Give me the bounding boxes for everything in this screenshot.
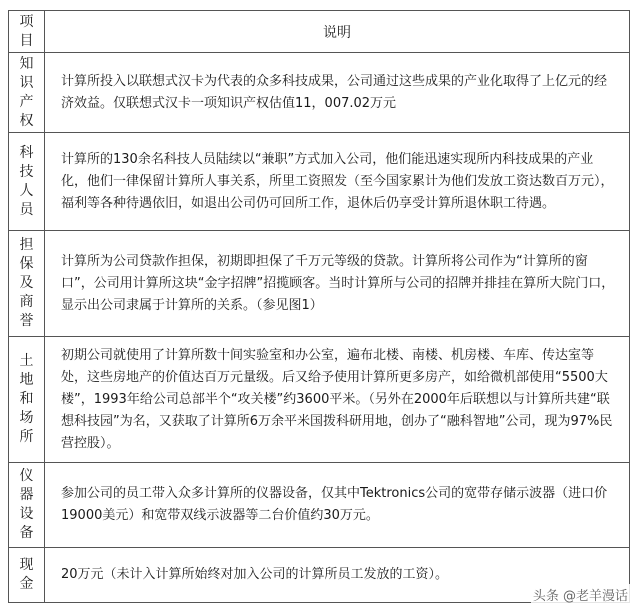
row-description: 20万元（未计入计算所始终对加入公司的计算所员工发放的工资）。: [45, 548, 630, 603]
row-description: 计算所为公司贷款作担保，初期即担保了千万元等级的贷款。计算所将公司作为“计算所的窗口”，公司用计算所这块“金字招牌”招揽顾客。当时计算所与公司的招牌并排挂在算所大院门口，显示出公司隶属于计算所的关系。（参见图1）: [45, 231, 630, 337]
table-row: [9, 337, 630, 463]
header-description: 说明: [45, 11, 630, 53]
row-label: 担保及商誉: [9, 231, 45, 337]
row-label: 仪器设备: [9, 463, 45, 548]
row-description: 初期公司就使用了计算所数十间实验室和办公室，遍布北楼、南楼、机房楼、车库、传达室等处，这些房地产的价值达百万元量级。后又给予使用计算所更多房产，如给微机部使用“5500大楼”，1993年给公司总部半个“攻关楼”约3600平米。（另外在2000年后联想以与计算所共建“联想科技园”为名，又获取了计算所6万余平米国拨科研用地，创办了“融科智地”公司，现为97%民营控股）。: [45, 337, 630, 463]
table-header-row: [9, 11, 630, 53]
row-label: 知识产权: [9, 53, 45, 133]
row-description: 计算所的130余名科技人员陆续以“兼职”方式加入公司，他们能迅速实现所内科技成果的产业化，他们一律保留计算所人事关系，所里工资照发（至今国家累计为他们发放工资达数百万元），福利等各种待遇依旧，如退出公司仍可回所工作，退休后仍享受计算所退休职工待遇。: [45, 133, 630, 231]
info-table: [8, 10, 630, 602]
row-description: 参加公司的员工带入众多计算所的仪器设备，仅其中Tektronics公司的宽带存储示波器（进口价19000美元）和宽带双线示波器等二台价值约30万元。: [45, 463, 630, 548]
watermark: 头条 @老羊漫话: [531, 584, 630, 605]
table-row: [9, 133, 630, 231]
table-row: [9, 53, 630, 133]
row-label: 现金: [9, 548, 45, 603]
row-label: 土地和场所: [9, 337, 45, 463]
table-row: [9, 463, 630, 548]
row-description: 计算所投入以联想式汉卡为代表的众多科技成果，公司通过这些成果的产业化取得了上亿元的经济效益。仅联想式汉卡一项知识产权估值11，007.02万元: [45, 53, 630, 133]
table-row: [9, 231, 630, 337]
header-item: 项目: [9, 11, 45, 53]
row-label: 科技人员: [9, 133, 45, 231]
